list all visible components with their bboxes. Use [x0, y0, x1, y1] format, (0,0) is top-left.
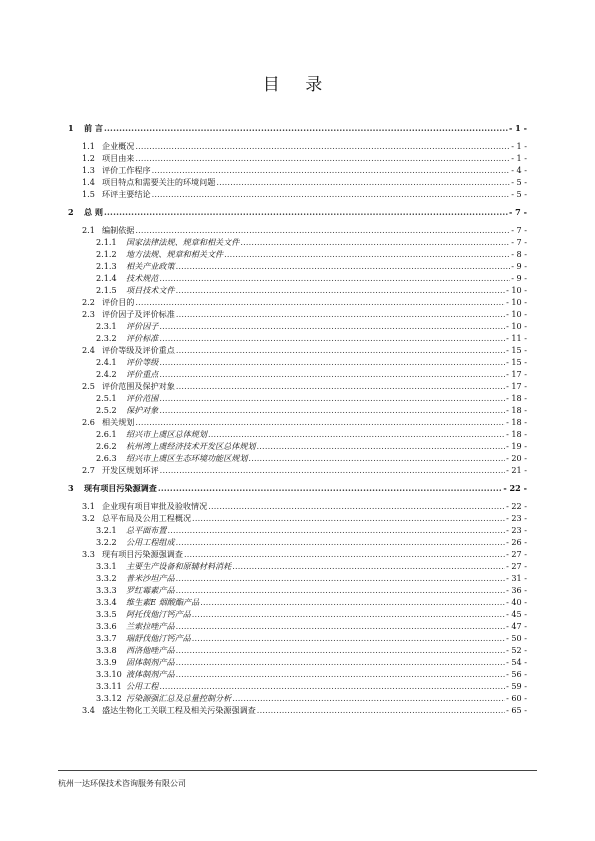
toc-entry[interactable]: [68, 620, 527, 632]
toc-entry-title: 前 言: [84, 123, 104, 133]
toc-entry-number: 1.3: [82, 165, 95, 175]
toc-entry-number: 3.2.1: [96, 525, 117, 535]
toc-entry-page: - 7 -: [511, 225, 527, 235]
toc-leader-dots: [159, 320, 505, 332]
toc-entry-title: 罗红霉素产品: [126, 585, 175, 595]
toc-entry-page: - 17 -: [506, 381, 527, 391]
toc-leader-dots: [200, 596, 505, 608]
toc-entry[interactable]: [68, 344, 527, 356]
toc-entry-number: 3.3.12: [96, 693, 122, 703]
toc-entry-number: 3.3.11: [96, 681, 122, 691]
toc-leader-dots: [176, 620, 506, 632]
toc-leader-dots: [184, 548, 505, 560]
toc-entry-number: 1.5: [82, 189, 95, 199]
toc-entry[interactable]: [68, 536, 527, 548]
toc-entry-title: 项目由来: [102, 153, 135, 163]
toc-entry-title: 盛达生物化工关联工程及相关污染源强调查: [102, 705, 256, 715]
toc-entry-title: 评价因子及评价标准: [102, 309, 175, 319]
toc-entry-title: 保护对象: [126, 405, 159, 415]
toc-entry-page: - 9 -: [511, 261, 527, 271]
toc-entry-title: 评价范围及保护对象: [102, 381, 175, 391]
toc-entry-title: 编制依据: [102, 225, 135, 235]
toc-entry[interactable]: [68, 500, 527, 512]
toc-entry-page: - 1 -: [511, 153, 527, 163]
toc-entry-title: 固体制剂产品: [126, 657, 175, 667]
toc-entry-page: - 5 -: [511, 177, 527, 187]
toc-entry[interactable]: [68, 692, 527, 704]
toc-entry-title: 主要生产设备和原辅材料消耗: [126, 561, 232, 571]
table-of-contents: [68, 122, 527, 716]
toc-entry-title: 维生素E 烟酸酯产品: [126, 597, 200, 607]
toc-leader-dots: [135, 152, 510, 164]
toc-leader-dots: [152, 188, 511, 200]
toc-entry-number: 2.5.1: [96, 393, 117, 403]
toc-leader-dots: [232, 692, 505, 704]
toc-entry-title: 液体制剂产品: [126, 669, 175, 679]
toc-leader-dots: [257, 704, 505, 716]
toc-entry-title: 现有项目污染源强调查: [102, 549, 183, 559]
toc-entry-number: 3.1: [82, 501, 95, 511]
toc-entry-title: 瑞舒伐他汀钙产品: [126, 633, 191, 643]
toc-entry-number: 3.2.2: [96, 537, 117, 547]
toc-entry[interactable]: [68, 284, 527, 296]
toc-entry-title: 评价因子: [126, 321, 159, 331]
toc-entry[interactable]: [68, 272, 527, 284]
toc-entry-title: 评价等级及评价重点: [102, 345, 175, 355]
toc-entry-number: 2.3.2: [96, 333, 117, 343]
toc-leader-dots: [176, 584, 506, 596]
toc-entry-page: - 59 -: [506, 681, 527, 691]
toc-entry[interactable]: [68, 560, 527, 572]
toc-entry-number: 1: [68, 123, 74, 133]
toc-entry[interactable]: [68, 452, 527, 464]
toc-entry-title: 评价重点: [126, 369, 159, 379]
toc-entry[interactable]: [68, 122, 527, 134]
toc-entry-title: 评价标准: [126, 333, 159, 343]
toc-leader-dots: [104, 122, 508, 134]
toc-entry[interactable]: [68, 656, 527, 668]
toc-entry-number: 3.3.8: [96, 645, 117, 655]
toc-entry-page: - 18 -: [506, 429, 527, 439]
toc-entry[interactable]: [68, 380, 527, 392]
toc-entry[interactable]: [68, 608, 527, 620]
toc-leader-dots: [192, 632, 505, 644]
toc-entry-page: - 5 -: [511, 189, 527, 199]
toc-entry-page: - 15 -: [506, 345, 527, 355]
toc-entry-number: 2.6.2: [96, 441, 117, 451]
toc-entry-title: 相关产业政策: [126, 261, 175, 271]
toc-entry[interactable]: [68, 416, 527, 428]
toc-entry-title: 项目技术文件: [126, 285, 175, 295]
toc-leader-dots: [257, 440, 506, 452]
toc-leader-dots: [208, 500, 505, 512]
toc-entry-page: - 54 -: [506, 657, 527, 667]
toc-leader-dots: [135, 224, 510, 236]
toc-entry[interactable]: [68, 680, 527, 692]
toc-entry-page: - 17 -: [506, 369, 527, 379]
toc-entry-title: 企业概况: [102, 141, 135, 151]
toc-leader-dots: [135, 140, 510, 152]
toc-entry-page: - 23 -: [506, 525, 527, 535]
toc-entry-number: 3.3.7: [96, 633, 117, 643]
toc-entry[interactable]: [68, 632, 527, 644]
toc-entry-page: - 7 -: [511, 237, 527, 247]
toc-entry-title: 阿托伐他汀钙产品: [126, 609, 191, 619]
toc-entry[interactable]: [68, 356, 527, 368]
toc-entry[interactable]: [68, 404, 527, 416]
toc-entry-title: 总平布局及公用工程概况: [102, 513, 192, 523]
toc-entry-title: 开发区规划环评: [102, 465, 159, 475]
toc-entry-title: 评价目的: [102, 297, 135, 307]
toc-leader-dots: [158, 482, 503, 494]
toc-entry[interactable]: [68, 644, 527, 656]
toc-entry-title: 公用工程组成: [126, 537, 175, 547]
toc-leader-dots: [159, 368, 505, 380]
toc-entry-number: 3.3.3: [96, 585, 117, 595]
toc-entry-page: - 36 -: [506, 585, 527, 595]
toc-entry-number: 3.2: [82, 513, 95, 523]
toc-leader-dots: [232, 560, 505, 572]
toc-leader-dots: [248, 452, 505, 464]
toc-entry-number: 2.1.4: [96, 273, 117, 283]
toc-leader-dots: [240, 236, 510, 248]
toc-leader-dots: [216, 176, 510, 188]
toc-entry[interactable]: [68, 224, 527, 236]
toc-entry[interactable]: [68, 164, 527, 176]
toc-entry-page: - 22 -: [503, 483, 527, 493]
toc-entry-page: - 10 -: [506, 297, 527, 307]
toc-entry-page: - 18 -: [506, 393, 527, 403]
toc-leader-dots: [159, 332, 505, 344]
toc-entry-title: 评价工作程序: [102, 165, 151, 175]
toc-entry-page: - 10 -: [506, 309, 527, 319]
toc-entry-page: - 11 -: [506, 333, 527, 343]
toc-entry[interactable]: [68, 308, 527, 320]
toc-entry-number: 1.4: [82, 177, 95, 187]
toc-entry[interactable]: [68, 440, 527, 452]
toc-entry-title: 评价范围: [126, 393, 159, 403]
toc-entry[interactable]: [68, 512, 527, 524]
toc-entry-title: 企业现有项目审批及验收情况: [102, 501, 208, 511]
toc-leader-dots: [159, 272, 510, 284]
toc-entry-title: 环评主要结论: [102, 189, 151, 199]
toc-entry[interactable]: [68, 206, 527, 218]
page-title: 目 录: [262, 75, 333, 95]
toc-entry-number: 3.3.1: [96, 561, 117, 571]
toc-leader-dots: [176, 656, 506, 668]
toc-leader-dots: [159, 404, 505, 416]
toc-leader-dots: [135, 416, 505, 428]
toc-entry-number: 2.1.1: [96, 237, 117, 247]
toc-entry-number: 3.3.2: [96, 573, 117, 583]
toc-entry-number: 1.1: [82, 141, 95, 151]
toc-leader-dots: [208, 428, 505, 440]
toc-leader-dots: [167, 524, 505, 536]
toc-entry-page: - 10 -: [506, 285, 527, 295]
toc-entry[interactable]: [68, 548, 527, 560]
toc-entry-title: 评价等级: [126, 357, 159, 367]
toc-leader-dots: [159, 356, 505, 368]
toc-entry-number: 2.5: [82, 381, 95, 391]
toc-leader-dots: [152, 164, 511, 176]
toc-entry-page: - 56 -: [506, 669, 527, 679]
toc-entry-title: 杭州湾上虞经济技术开发区总体规划: [126, 441, 256, 451]
toc-entry-page: - 27 -: [506, 549, 527, 559]
toc-leader-dots: [176, 308, 505, 320]
toc-leader-dots: [176, 260, 511, 272]
toc-entry-title: 总平面布置: [126, 525, 167, 535]
toc-leader-dots: [135, 296, 505, 308]
toc-entry-page: - 65 -: [506, 705, 527, 715]
toc-entry-number: 2.7: [82, 465, 95, 475]
toc-entry-number: 3.3.9: [96, 657, 117, 667]
toc-entry[interactable]: [68, 260, 527, 272]
toc-entry[interactable]: [68, 140, 527, 152]
toc-entry-number: 2.1.2: [96, 249, 117, 259]
toc-leader-dots: [159, 392, 505, 404]
toc-entry[interactable]: [68, 584, 527, 596]
toc-entry-number: 2.4: [82, 345, 95, 355]
toc-entry[interactable]: [68, 524, 527, 536]
toc-entry-number: 2: [68, 207, 74, 217]
toc-entry-page: - 8 -: [511, 249, 527, 259]
toc-entry-title: 总 则: [84, 207, 104, 217]
toc-entry-title: 国家法律法规、规章和相关文件: [126, 237, 240, 247]
toc-entry-page: - 18 -: [506, 417, 527, 427]
toc-leader-dots: [176, 668, 506, 680]
toc-entry-number: 2.3: [82, 309, 95, 319]
toc-entry-page: - 19 -: [506, 441, 527, 451]
toc-entry-number: 3: [68, 483, 74, 493]
toc-entry-number: 3.3.4: [96, 597, 117, 607]
toc-entry-page: - 1 -: [511, 141, 527, 151]
toc-entry-title: 普米沙坦产品: [126, 573, 175, 583]
toc-entry-number: 3.3.10: [96, 669, 122, 679]
toc-leader-dots: [192, 512, 505, 524]
toc-entry[interactable]: [68, 368, 527, 380]
toc-entry[interactable]: [68, 464, 527, 476]
toc-entry-number: 2.3.1: [96, 321, 117, 331]
toc-entry-title: 污染源强汇总及总量控制分析: [126, 693, 232, 703]
toc-entry-page: - 7 -: [509, 207, 527, 217]
toc-entry[interactable]: [68, 296, 527, 308]
toc-entry-page: - 60 -: [506, 693, 527, 703]
toc-entry-number: 2.5.2: [96, 405, 117, 415]
toc-entry-page: - 40 -: [506, 597, 527, 607]
toc-entry[interactable]: [68, 176, 527, 188]
toc-leader-dots: [176, 572, 506, 584]
toc-leader-dots: [176, 344, 505, 356]
toc-leader-dots: [224, 248, 510, 260]
toc-entry-number: 3.3.6: [96, 621, 117, 631]
toc-leader-dots: [176, 536, 506, 548]
toc-entry-title: 现有项目污染源调查: [84, 483, 157, 493]
toc-entry-title: 项目特点和需要关注的环境问题: [102, 177, 216, 187]
toc-entry-page: - 22 -: [506, 501, 527, 511]
toc-entry[interactable]: [68, 482, 527, 494]
footer-rule: [58, 770, 537, 771]
toc-entry-number: 2.4.1: [96, 357, 117, 367]
toc-entry-number: 2.1: [82, 225, 95, 235]
toc-leader-dots: [176, 644, 506, 656]
toc-entry-page: - 50 -: [506, 633, 527, 643]
toc-entry-page: - 26 -: [506, 537, 527, 547]
toc-leader-dots: [176, 284, 506, 296]
toc-entry-page: - 31 -: [506, 573, 527, 583]
toc-entry-title: 绍兴市上虞区生态环境功能区规划: [126, 453, 248, 463]
toc-entry-page: - 18 -: [506, 405, 527, 415]
toc-entry-number: 1.2: [82, 153, 95, 163]
toc-entry-number: 3.3.5: [96, 609, 117, 619]
toc-entry-number: 3.4: [82, 705, 95, 715]
toc-entry-page: - 21 -: [506, 465, 527, 475]
toc-entry[interactable]: [68, 188, 527, 200]
toc-entry-number: 2.6: [82, 417, 95, 427]
toc-entry-page: - 52 -: [506, 645, 527, 655]
toc-entry-page: - 45 -: [506, 609, 527, 619]
toc-entry[interactable]: [68, 596, 527, 608]
toc-entry-page: - 1 -: [509, 123, 527, 133]
toc-leader-dots: [176, 380, 505, 392]
toc-entry[interactable]: [68, 248, 527, 260]
toc-entry-number: 2.4.2: [96, 369, 117, 379]
toc-leader-dots: [160, 464, 505, 476]
toc-entry-page: - 9 -: [511, 273, 527, 283]
toc-entry-number: 2.1.5: [96, 285, 117, 295]
footer-company: 杭州一达环保技术咨询服务有限公司: [58, 779, 186, 788]
toc-leader-dots: [159, 680, 505, 692]
toc-entry-title: 兰索拉唑产品: [126, 621, 175, 631]
toc-entry[interactable]: [68, 668, 527, 680]
toc-entry-title: 技术规范: [126, 273, 159, 283]
toc-leader-dots: [192, 608, 505, 620]
toc-entry-title: 绍兴市上虞区总体规划: [126, 429, 207, 439]
toc-entry[interactable]: [68, 704, 527, 716]
toc-entry[interactable]: [68, 152, 527, 164]
toc-entry-page: - 47 -: [506, 621, 527, 631]
toc-leader-dots: [104, 206, 508, 218]
toc-entry[interactable]: [68, 236, 527, 248]
toc-entry-page: - 15 -: [506, 357, 527, 367]
toc-entry-number: 2.6.3: [96, 453, 117, 463]
toc-entry[interactable]: [68, 392, 527, 404]
toc-entry[interactable]: [68, 320, 527, 332]
toc-entry[interactable]: [68, 428, 527, 440]
toc-entry-number: 2.2: [82, 297, 95, 307]
toc-entry-page: - 23 -: [506, 513, 527, 523]
toc-entry[interactable]: [68, 572, 527, 584]
toc-entry-number: 3.3: [82, 549, 95, 559]
toc-entry-title: 西洛他唑产品: [126, 645, 175, 655]
toc-entry-title: 公用工程: [126, 681, 159, 691]
toc-entry-number: 2.1.3: [96, 261, 117, 271]
toc-entry-page: - 10 -: [506, 321, 527, 331]
toc-entry[interactable]: [68, 332, 527, 344]
toc-entry-title: 地方法规、规章和相关文件: [126, 249, 224, 259]
toc-entry-page: - 4 -: [511, 165, 527, 175]
toc-entry-page: - 27 -: [506, 561, 527, 571]
toc-entry-page: - 20 -: [506, 453, 527, 463]
toc-entry-title: 相关规划: [102, 417, 135, 427]
toc-entry-number: 2.6.1: [96, 429, 117, 439]
